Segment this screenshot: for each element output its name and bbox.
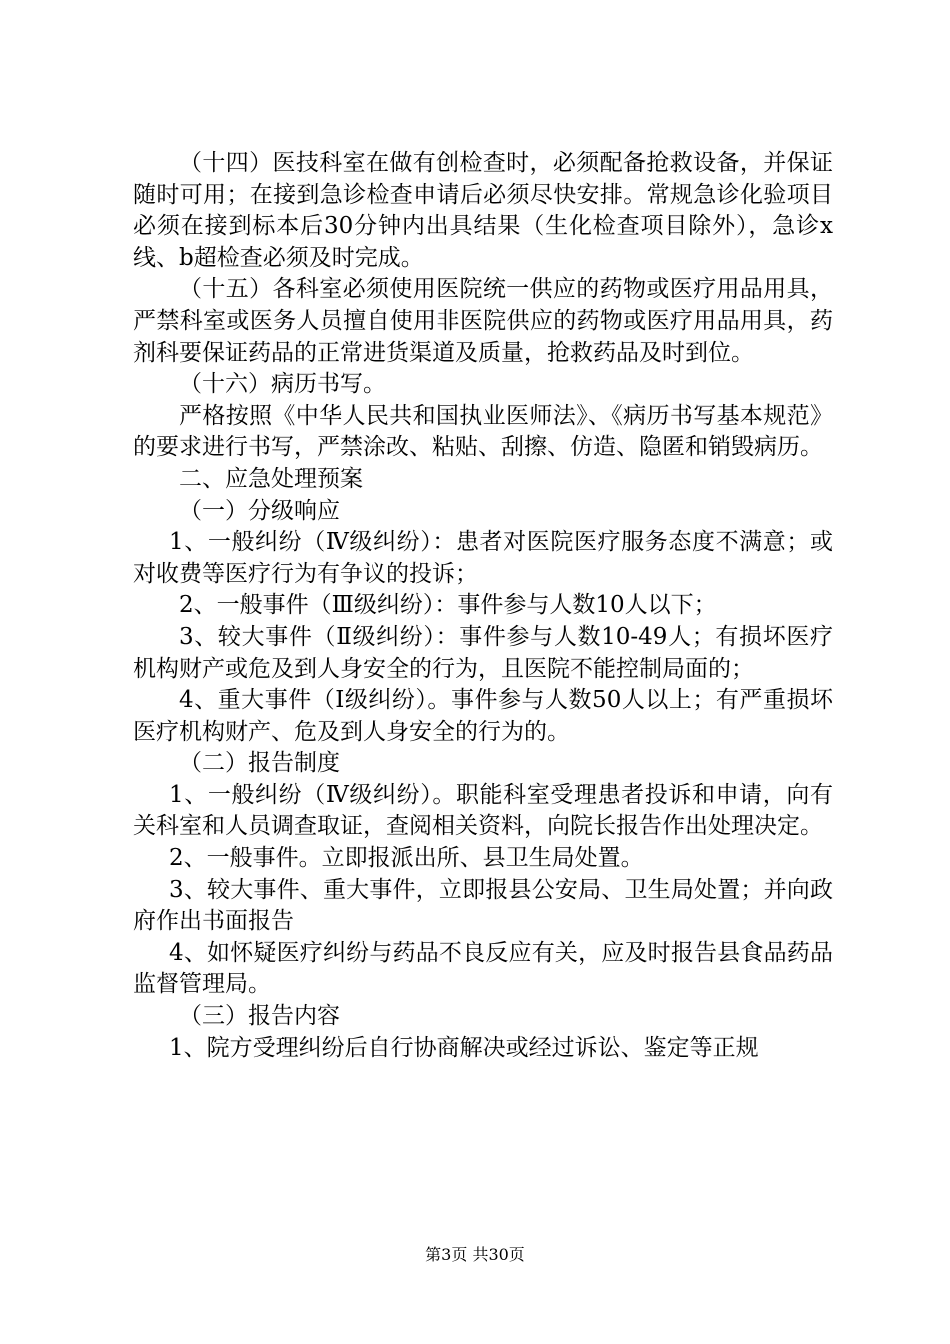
- paragraph-item-14: （十四）医技科室在做有创检查时，必须配备抢救设备，并保证随时可用；在接到急诊检查申请后必须尽快安排。常规急诊化验项目必须在接到标本后30分钟内出具结果（生化检查项目除外），急诊x线、b超检查必须及时完成。: [133, 150, 833, 271]
- paragraph-item-16-heading: （十六）病历书写。: [179, 371, 386, 398]
- paragraph-item-15: （十五）各科室必须使用医院统一供应的药物或医疗用品用具，严禁科室或医务人员擅自使用非医院供应的药物或医疗用品用具，药剂科要保证药品的正常进货渠道及质量，抢救药品及时到位。: [133, 276, 833, 366]
- paragraph-level-1: 4、重大事件（Ⅰ级纠纷）。事件参与人数50人以上；有严重损坏医疗机构财产、危及到人身安全的行为的。: [133, 687, 833, 745]
- paragraph-report-1: 1、一般纠纷（Ⅳ级纠纷）。职能科室受理患者投诉和申请，向有关科室和人员调查取证，查阅相关资料，向院长报告作出处理决定。: [133, 781, 833, 840]
- paragraph-level-2: 3、较大事件（Ⅱ级纠纷）：事件参与人数10-49人；有损坏医疗机构财产或危及到人身安全的行为，且医院不能控制局面的；: [133, 623, 833, 682]
- paragraph-report-2: 2、一般事件。立即报派出所、县卫生局处置。: [169, 845, 644, 872]
- paragraph-medical-record: 严格按照《中华人民共和国执业医师法》、《病历书写基本规范》的要求进行书写，严禁涂改、粘贴、刮擦、仿造、隐匿和销毁病历。: [133, 402, 833, 461]
- page-number-footer: 第3页 共30页: [425, 1245, 525, 1264]
- subheading-graded-response: （一）分级响应: [179, 497, 340, 524]
- subheading-report-content: （三）报告内容: [179, 1003, 340, 1030]
- paragraph-report-3: 3、较大事件、重大事件，立即报县公安局、卫生局处置；并向政府作出书面报告: [133, 876, 833, 935]
- paragraph-content-1: 1、院方受理纠纷后自行协商解决或经过诉讼、鉴定等正规: [169, 1034, 759, 1061]
- section-heading-emergency-plan: 二、应急处理预案: [179, 465, 363, 492]
- paragraph-report-4: 4、如怀疑医疗纠纷与药品不良反应有关，应及时报告县食品药品监督管理局。: [133, 939, 833, 998]
- paragraph-level-4: 1、一般纠纷（Ⅳ级纠纷）：患者对医院医疗服务态度不满意；或对收费等医疗行为有争议的投诉；: [133, 529, 833, 587]
- subheading-reporting-system: （二）报告制度: [179, 750, 340, 777]
- document-body: [133, 148, 833, 1064]
- paragraph-level-3: 2、一般事件（Ⅲ级纠纷）：事件参与人数10人以下；: [179, 592, 717, 619]
